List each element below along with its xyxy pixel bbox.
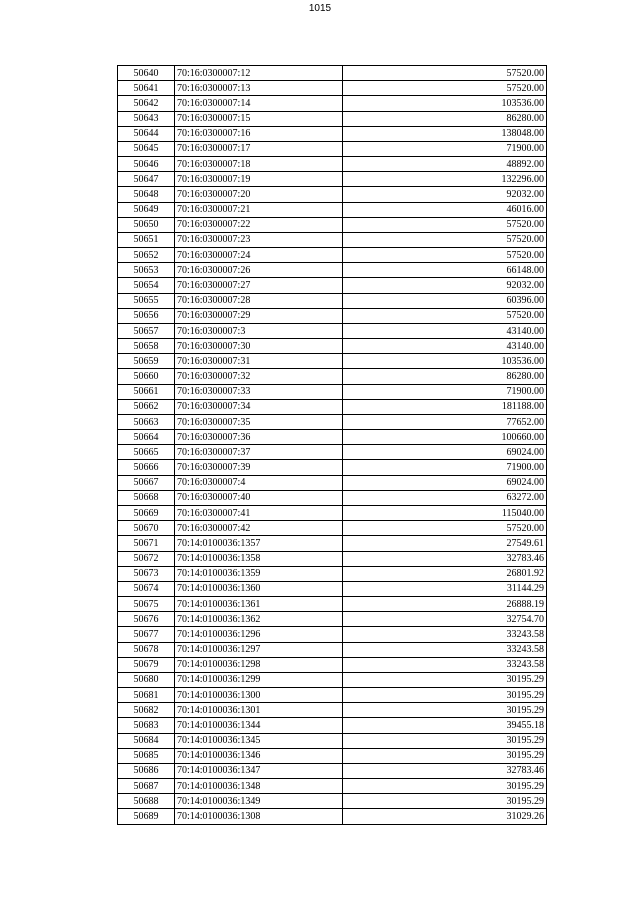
cadastral-number-cell: 70:16:0300007:20 (175, 187, 343, 202)
value-cell: 32754.70 (343, 612, 547, 627)
value-cell: 32783.46 (343, 551, 547, 566)
row-number-cell: 50657 (118, 323, 175, 338)
cadastral-number-cell: 70:14:0100036:1345 (175, 733, 343, 748)
row-number-cell: 50664 (118, 430, 175, 445)
row-number-cell: 50671 (118, 536, 175, 551)
table-row (118, 794, 547, 809)
row-number-cell: 50684 (118, 733, 175, 748)
row-number-cell: 50658 (118, 339, 175, 354)
value-cell: 71900.00 (343, 460, 547, 475)
row-number-cell: 50680 (118, 672, 175, 687)
value-cell: 57520.00 (343, 217, 547, 232)
cadastral-number-cell: 70:14:0100036:1297 (175, 642, 343, 657)
table-row (118, 505, 547, 520)
row-number-cell: 50660 (118, 369, 175, 384)
row-number-cell: 50644 (118, 126, 175, 141)
cadastral-number-cell: 70:16:0300007:13 (175, 81, 343, 96)
table-row (118, 66, 547, 81)
row-number-cell: 50689 (118, 809, 175, 824)
row-number-cell: 50667 (118, 475, 175, 490)
cadastral-number-cell: 70:14:0100036:1296 (175, 627, 343, 642)
value-cell: 33243.58 (343, 627, 547, 642)
table-row (118, 339, 547, 354)
value-cell: 46016.00 (343, 202, 547, 217)
table-row (118, 81, 547, 96)
value-cell: 57520.00 (343, 81, 547, 96)
row-number-cell: 50643 (118, 111, 175, 126)
cadastral-number-cell: 70:16:0300007:37 (175, 445, 343, 460)
cadastral-number-cell: 70:16:0300007:22 (175, 217, 343, 232)
cadastral-number-cell: 70:16:0300007:19 (175, 172, 343, 187)
table-row (118, 627, 547, 642)
value-cell: 27549.61 (343, 536, 547, 551)
row-number-cell: 50646 (118, 157, 175, 172)
value-cell: 57520.00 (343, 248, 547, 263)
cadastral-number-cell: 70:16:0300007:15 (175, 111, 343, 126)
cadastral-number-cell: 70:16:0300007:28 (175, 293, 343, 308)
cadastral-number-cell: 70:14:0100036:1344 (175, 718, 343, 733)
cadastral-number-cell: 70:16:0300007:35 (175, 414, 343, 429)
table-row (118, 490, 547, 505)
row-number-cell: 50662 (118, 399, 175, 414)
cadastral-number-cell: 70:16:0300007:4 (175, 475, 343, 490)
cadastral-number-cell: 70:14:0100036:1308 (175, 809, 343, 824)
cadastral-number-cell: 70:16:0300007:21 (175, 202, 343, 217)
value-cell: 71900.00 (343, 384, 547, 399)
row-number-cell: 50641 (118, 81, 175, 96)
row-number-cell: 50685 (118, 748, 175, 763)
cadastral-number-cell: 70:16:0300007:16 (175, 126, 343, 141)
row-number-cell: 50673 (118, 566, 175, 581)
value-cell: 115040.00 (343, 505, 547, 520)
table-row (118, 718, 547, 733)
cadastral-number-cell: 70:14:0100036:1358 (175, 551, 343, 566)
table-row (118, 111, 547, 126)
row-number-cell: 50650 (118, 217, 175, 232)
table-row (118, 278, 547, 293)
table-row (118, 172, 547, 187)
row-number-cell: 50682 (118, 703, 175, 718)
cadastral-number-cell: 70:16:0300007:24 (175, 248, 343, 263)
value-cell: 132296.00 (343, 172, 547, 187)
cadastral-number-cell: 70:16:0300007:26 (175, 263, 343, 278)
row-number-cell: 50675 (118, 597, 175, 612)
value-cell: 30195.29 (343, 688, 547, 703)
row-number-cell: 50649 (118, 202, 175, 217)
table-row (118, 460, 547, 475)
value-cell: 26801.92 (343, 566, 547, 581)
cadastral-number-cell: 70:14:0100036:1301 (175, 703, 343, 718)
value-cell: 86280.00 (343, 111, 547, 126)
value-cell: 69024.00 (343, 445, 547, 460)
row-number-cell: 50647 (118, 172, 175, 187)
row-number-cell: 50687 (118, 779, 175, 794)
cadastral-number-cell: 70:16:0300007:41 (175, 505, 343, 520)
value-cell: 77652.00 (343, 414, 547, 429)
table-row (118, 323, 547, 338)
row-number-cell: 50681 (118, 688, 175, 703)
table-row (118, 141, 547, 156)
value-cell: 43140.00 (343, 339, 547, 354)
table-row (118, 217, 547, 232)
row-number-cell: 50655 (118, 293, 175, 308)
table-row (118, 612, 547, 627)
row-number-cell: 50651 (118, 232, 175, 247)
row-number-cell: 50688 (118, 794, 175, 809)
value-cell: 31029.26 (343, 809, 547, 824)
cadastral-number-cell: 70:14:0100036:1347 (175, 763, 343, 778)
table-row (118, 672, 547, 687)
row-number-cell: 50666 (118, 460, 175, 475)
table-row (118, 763, 547, 778)
row-number-cell: 50683 (118, 718, 175, 733)
value-cell: 71900.00 (343, 141, 547, 156)
value-cell: 138048.00 (343, 126, 547, 141)
cadastral-number-cell: 70:14:0100036:1298 (175, 657, 343, 672)
table-row (118, 657, 547, 672)
cadastral-number-cell: 70:16:0300007:32 (175, 369, 343, 384)
table-row (118, 157, 547, 172)
row-number-cell: 50642 (118, 96, 175, 111)
cadastral-number-cell: 70:16:0300007:34 (175, 399, 343, 414)
value-cell: 60396.00 (343, 293, 547, 308)
cadastral-number-cell: 70:16:0300007:31 (175, 354, 343, 369)
row-number-cell: 50670 (118, 521, 175, 536)
cadastral-number-cell: 70:14:0100036:1346 (175, 748, 343, 763)
table-row (118, 430, 547, 445)
table-row (118, 688, 547, 703)
table-row (118, 733, 547, 748)
cadastral-number-cell: 70:16:0300007:14 (175, 96, 343, 111)
cadastral-number-cell: 70:16:0300007:12 (175, 66, 343, 81)
value-cell: 31144.29 (343, 581, 547, 596)
table-row (118, 202, 547, 217)
row-number-cell: 50686 (118, 763, 175, 778)
value-cell: 63272.00 (343, 490, 547, 505)
table-row (118, 521, 547, 536)
value-cell: 33243.58 (343, 657, 547, 672)
table-row (118, 384, 547, 399)
table-row (118, 399, 547, 414)
cadastral-number-cell: 70:16:0300007:40 (175, 490, 343, 505)
row-number-cell: 50678 (118, 642, 175, 657)
value-cell: 48892.00 (343, 157, 547, 172)
table-row (118, 308, 547, 323)
row-number-cell: 50672 (118, 551, 175, 566)
value-cell: 39455.18 (343, 718, 547, 733)
table-row (118, 187, 547, 202)
value-cell: 57520.00 (343, 66, 547, 81)
cadastral-number-cell: 70:14:0100036:1348 (175, 779, 343, 794)
cadastral-number-cell: 70:16:0300007:3 (175, 323, 343, 338)
row-number-cell: 50674 (118, 581, 175, 596)
table-row (118, 126, 547, 141)
value-cell: 33243.58 (343, 642, 547, 657)
row-number-cell: 50656 (118, 308, 175, 323)
row-number-cell: 50659 (118, 354, 175, 369)
value-cell: 103536.00 (343, 96, 547, 111)
table-row (118, 263, 547, 278)
value-cell: 69024.00 (343, 475, 547, 490)
value-cell: 30195.29 (343, 672, 547, 687)
table-row (118, 232, 547, 247)
row-number-cell: 50668 (118, 490, 175, 505)
table-row (118, 445, 547, 460)
table-row (118, 597, 547, 612)
row-number-cell: 50654 (118, 278, 175, 293)
value-cell: 30195.29 (343, 779, 547, 794)
value-cell: 43140.00 (343, 323, 547, 338)
cadastral-number-cell: 70:16:0300007:18 (175, 157, 343, 172)
cadastral-number-cell: 70:16:0300007:39 (175, 460, 343, 475)
table-row (118, 293, 547, 308)
table-row (118, 703, 547, 718)
row-number-cell: 50653 (118, 263, 175, 278)
value-cell: 181188.00 (343, 399, 547, 414)
value-cell: 26888.19 (343, 597, 547, 612)
cadastral-number-cell: 70:14:0100036:1300 (175, 688, 343, 703)
cadastral-number-cell: 70:14:0100036:1362 (175, 612, 343, 627)
cadastral-number-cell: 70:16:0300007:27 (175, 278, 343, 293)
table-row (118, 779, 547, 794)
cadastral-number-cell: 70:16:0300007:33 (175, 384, 343, 399)
value-cell: 57520.00 (343, 232, 547, 247)
cadastral-number-cell: 70:14:0100036:1357 (175, 536, 343, 551)
cadastral-number-cell: 70:16:0300007:42 (175, 521, 343, 536)
cadastral-number-cell: 70:16:0300007:17 (175, 141, 343, 156)
table-row (118, 369, 547, 384)
row-number-cell: 50640 (118, 66, 175, 81)
table-row (118, 96, 547, 111)
row-number-cell: 50652 (118, 248, 175, 263)
table-row (118, 748, 547, 763)
table-body (118, 66, 547, 825)
value-cell: 103536.00 (343, 354, 547, 369)
cadastral-number-cell: 70:14:0100036:1349 (175, 794, 343, 809)
value-cell: 32783.46 (343, 763, 547, 778)
cadastral-number-cell: 70:16:0300007:23 (175, 232, 343, 247)
value-cell: 57520.00 (343, 308, 547, 323)
table-row (118, 536, 547, 551)
cadastral-number-cell: 70:14:0100036:1359 (175, 566, 343, 581)
table-row (118, 248, 547, 263)
value-cell: 66148.00 (343, 263, 547, 278)
table-row (118, 414, 547, 429)
row-number-cell: 50663 (118, 414, 175, 429)
row-number-cell: 50648 (118, 187, 175, 202)
table-row (118, 475, 547, 490)
table-row (118, 551, 547, 566)
value-cell: 30195.29 (343, 794, 547, 809)
value-cell: 30195.29 (343, 748, 547, 763)
cadastral-number-cell: 70:14:0100036:1361 (175, 597, 343, 612)
page-number: 1015 (308, 3, 332, 14)
cadastral-number-cell: 70:16:0300007:30 (175, 339, 343, 354)
table-row (118, 809, 547, 824)
row-number-cell: 50645 (118, 141, 175, 156)
row-number-cell: 50669 (118, 505, 175, 520)
row-number-cell: 50676 (118, 612, 175, 627)
row-number-cell: 50661 (118, 384, 175, 399)
value-cell: 30195.29 (343, 703, 547, 718)
row-number-cell: 50677 (118, 627, 175, 642)
value-cell: 92032.00 (343, 278, 547, 293)
cadastral-number-cell: 70:16:0300007:29 (175, 308, 343, 323)
cadastral-number-cell: 70:16:0300007:36 (175, 430, 343, 445)
value-cell: 100660.00 (343, 430, 547, 445)
table-row (118, 642, 547, 657)
value-cell: 30195.29 (343, 733, 547, 748)
data-table (117, 65, 547, 825)
table-row (118, 566, 547, 581)
table-row (118, 354, 547, 369)
cadastral-number-cell: 70:14:0100036:1360 (175, 581, 343, 596)
row-number-cell: 50679 (118, 657, 175, 672)
row-number-cell: 50665 (118, 445, 175, 460)
cadastral-number-cell: 70:14:0100036:1299 (175, 672, 343, 687)
value-cell: 92032.00 (343, 187, 547, 202)
table-row (118, 581, 547, 596)
value-cell: 57520.00 (343, 521, 547, 536)
value-cell: 86280.00 (343, 369, 547, 384)
